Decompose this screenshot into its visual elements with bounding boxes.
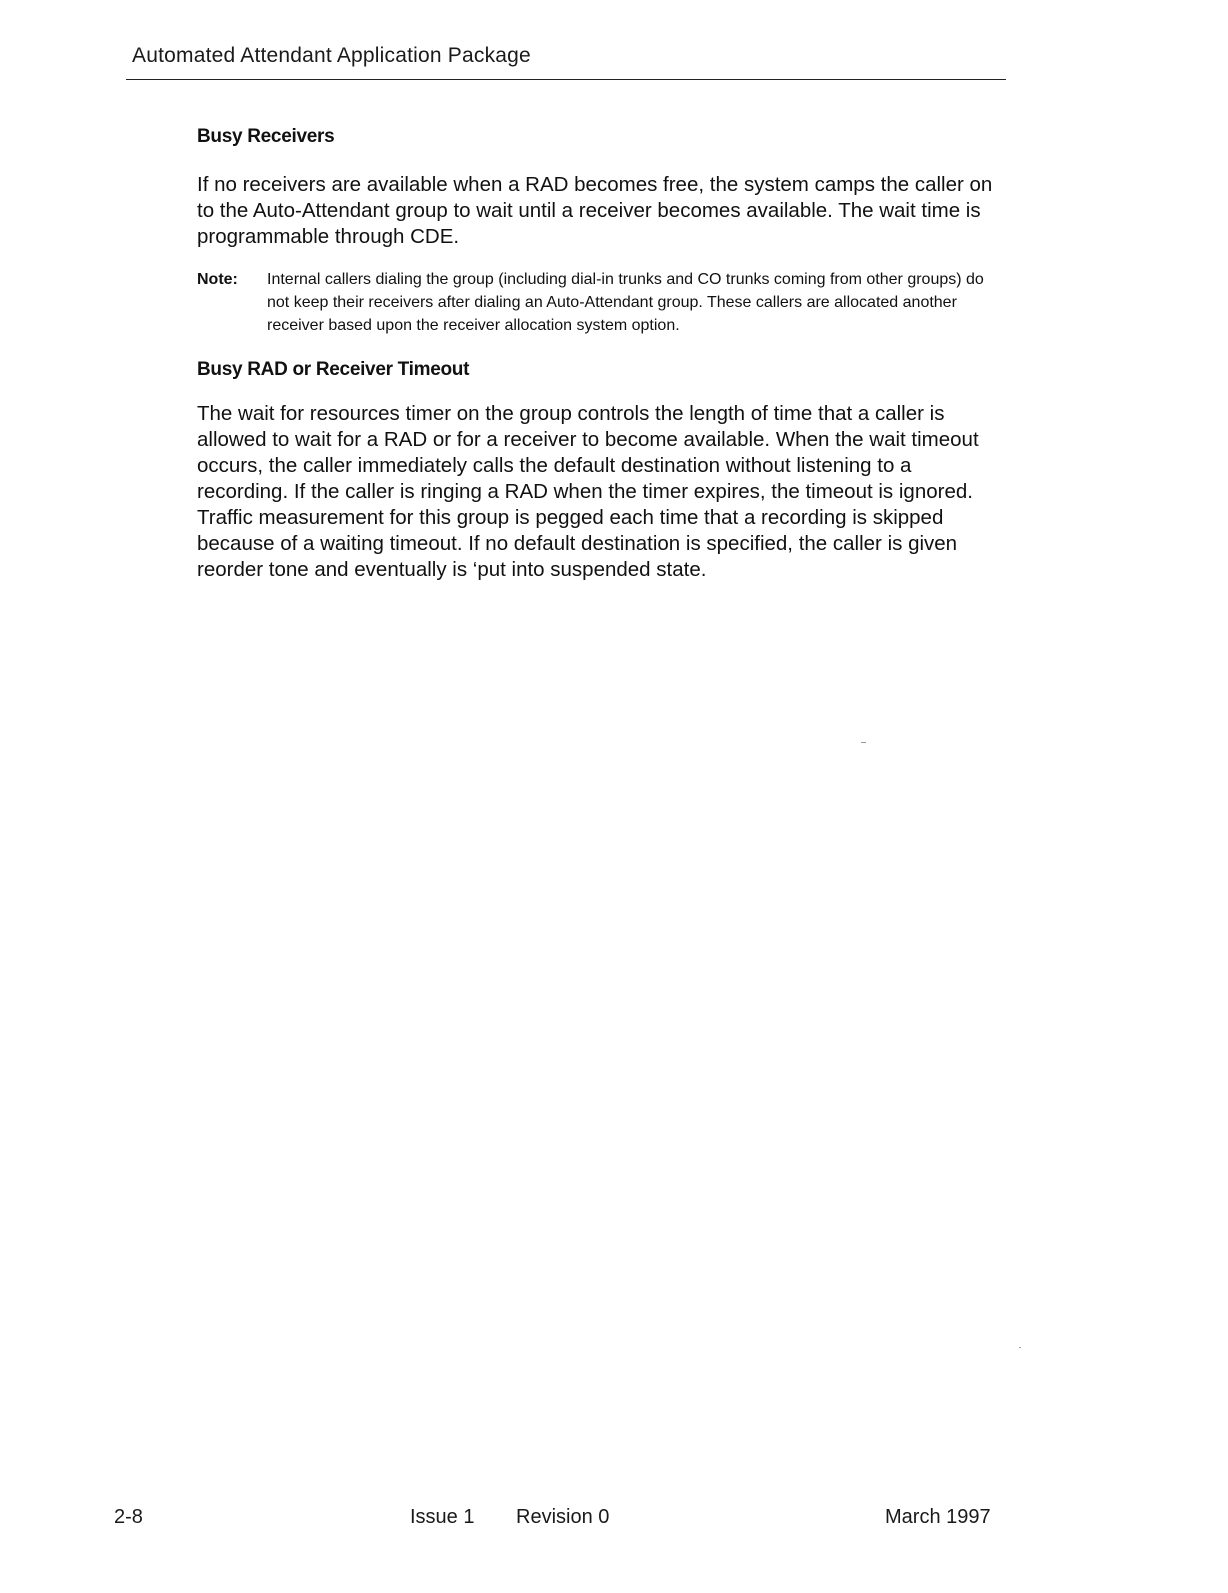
page-content <box>197 126 1007 583</box>
running-header-title: Automated Attendant Application Package <box>132 44 531 67</box>
footer-issue: Issue 1 <box>410 1506 475 1528</box>
footer-date: March 1997 <box>885 1506 991 1528</box>
paragraph-busy-rad-timeout: The wait for resources timer on the group controls the length of time that a caller is allowed to wait for a RAD or for a receiver to become available. When the wait timeout occurs, the caller immediately calls the default destination without listening to a recording. If the caller is ringing a RAD when the timer expires, the timeout is ignored. Traffic measurement for this group is pegged each time that a recording is skipped because of a waiting timeout. If no default destination is specified, the caller is given reorder tone and eventually is ‘put into suspended state. <box>197 402 979 581</box>
section-heading-busy-rad-timeout: Busy RAD or Receiver Timeout <box>197 359 470 380</box>
note-label: Note: <box>197 271 238 288</box>
scan-speck <box>861 742 866 743</box>
footer-revision: Revision 0 <box>516 1506 610 1528</box>
paragraph-busy-receivers: If no receivers are available when a RAD becomes free, the system camps the caller on to the Auto-Attendant group to wait until a receiver becomes available. The wait time is programmable through CDE. <box>197 173 993 248</box>
header-rule <box>126 79 1006 80</box>
scan-speck <box>1019 1347 1021 1348</box>
footer-page-number: 2-8 <box>114 1506 143 1528</box>
note-block <box>197 268 1007 337</box>
note-text: Internal callers dialing the group (including dial-in trunks and CO trunks coming from other groups) do not keep their receivers after dialing an Auto-Attendant group. These callers are allocated another receiver based upon the receiver allocation system option. <box>267 271 984 334</box>
section-heading-busy-receivers: Busy Receivers <box>197 126 335 147</box>
